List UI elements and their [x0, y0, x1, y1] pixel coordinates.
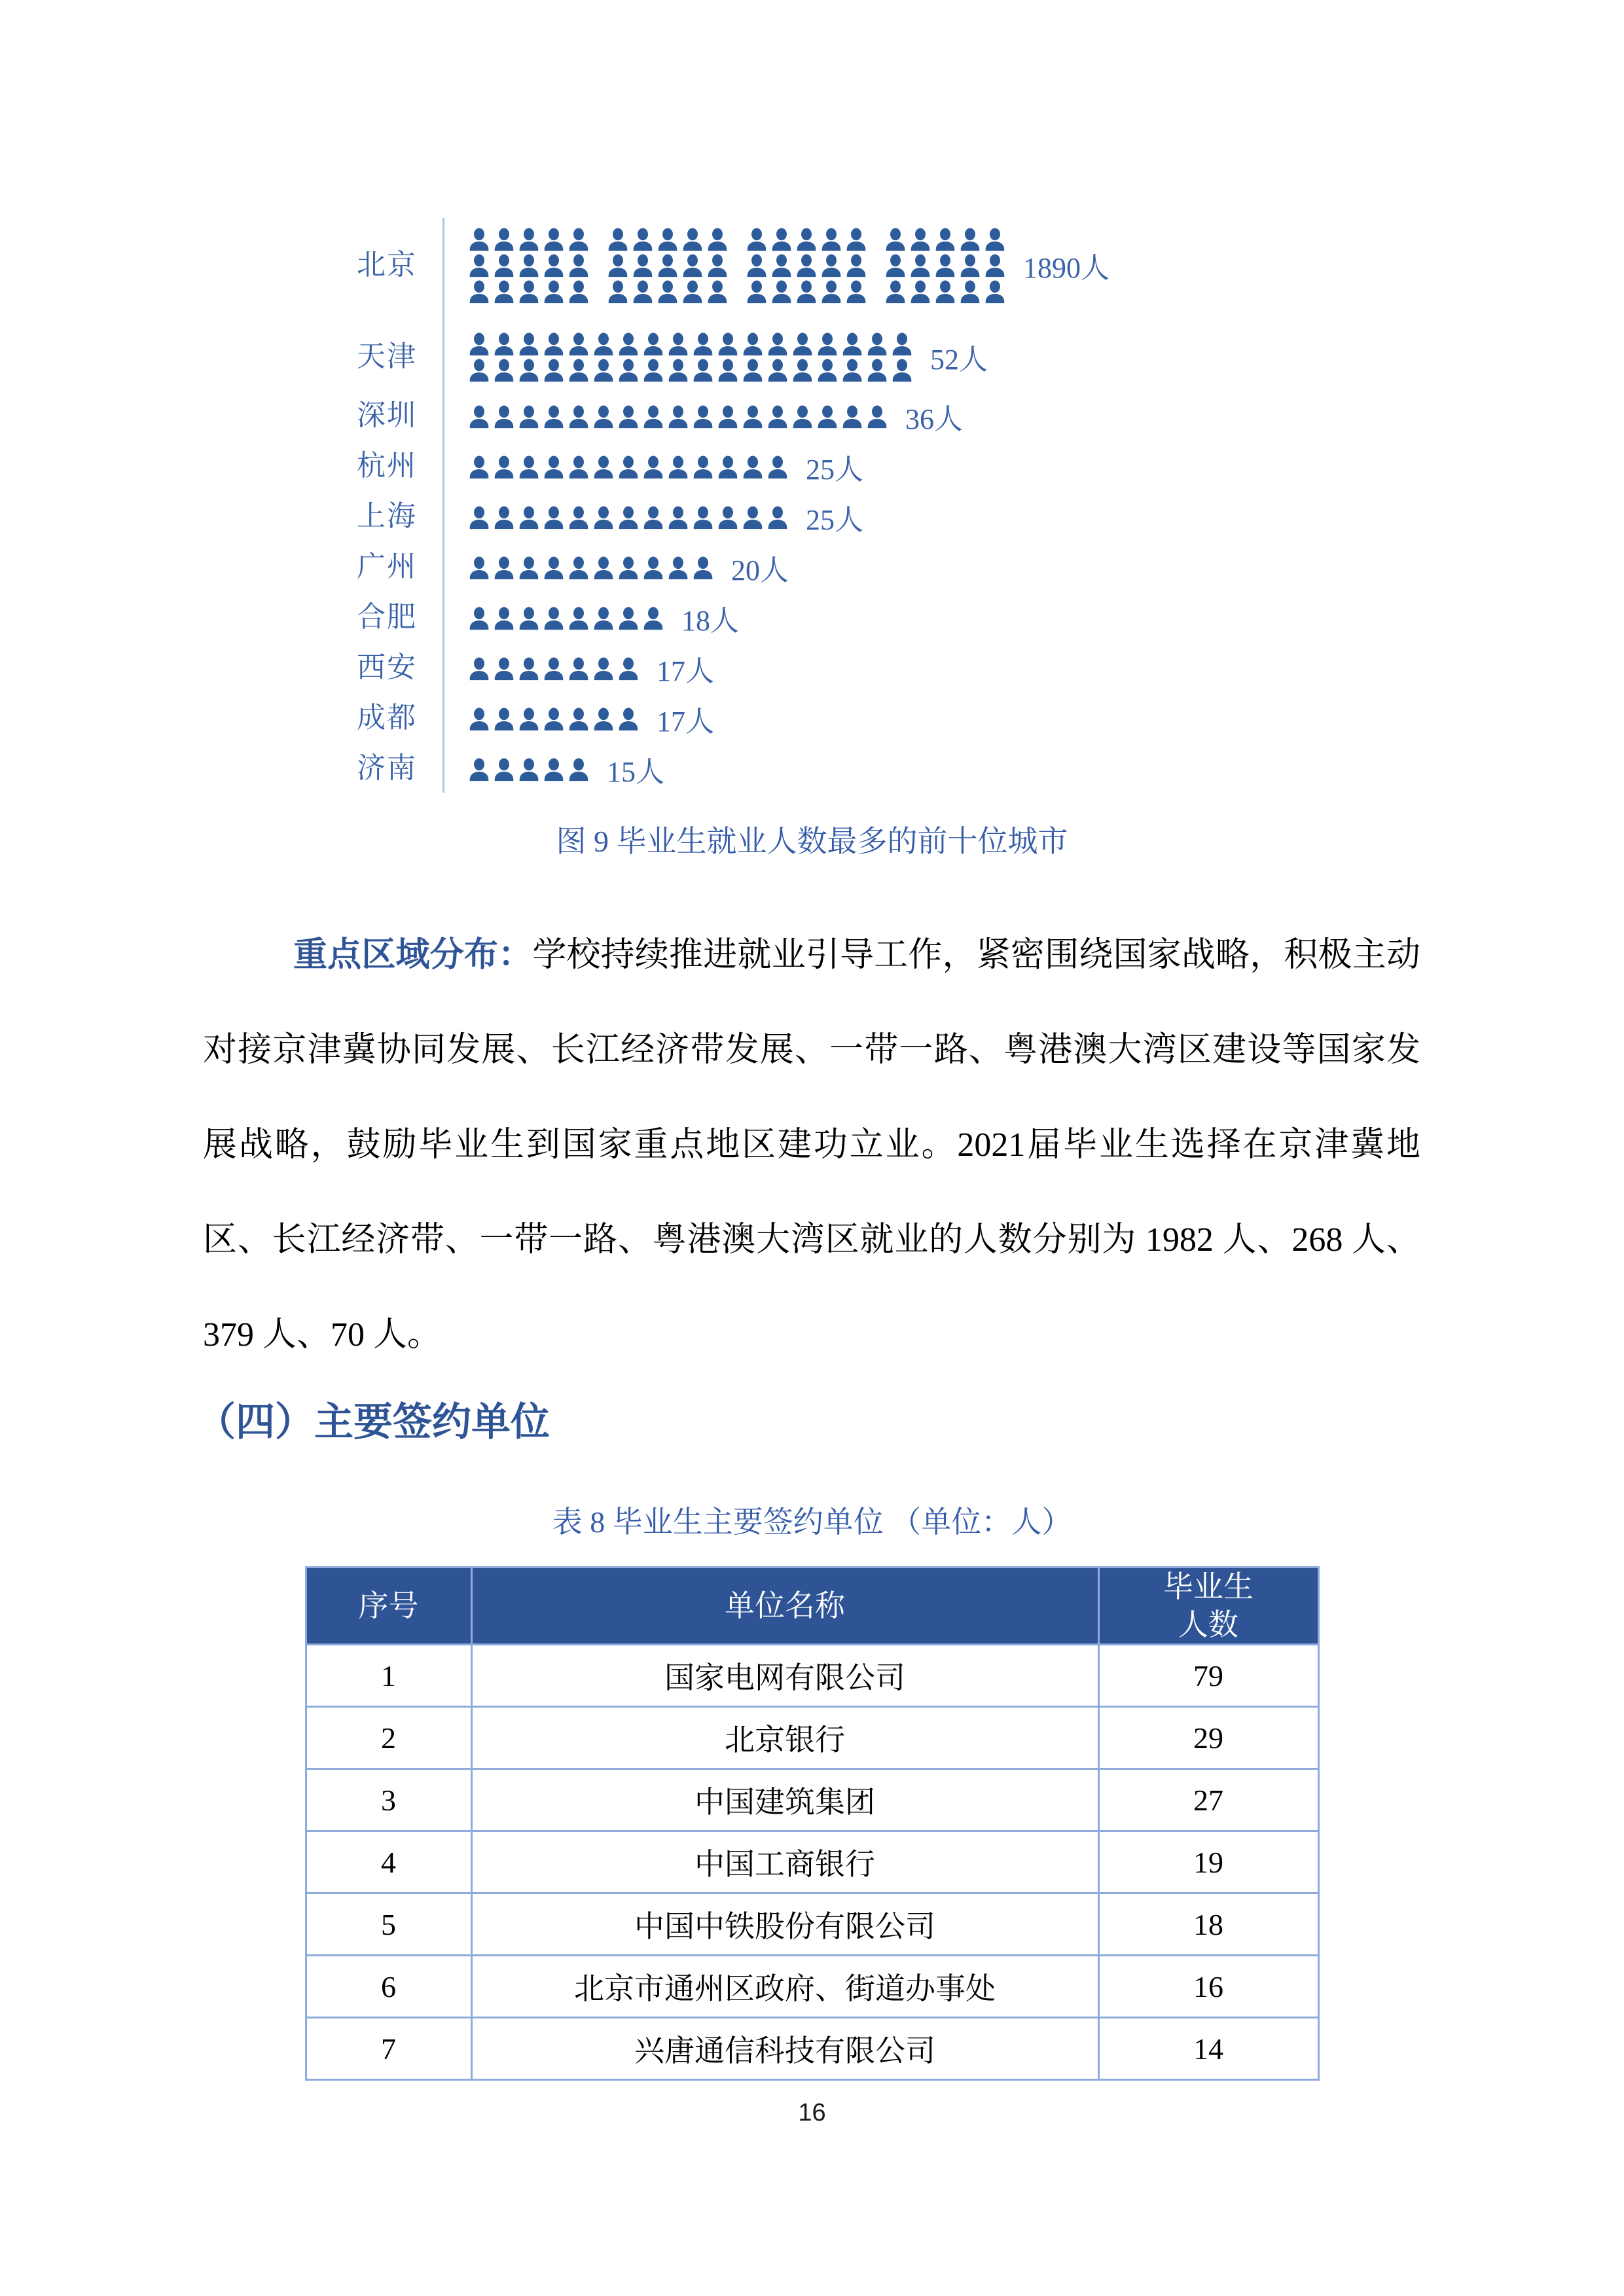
- city-label: 合肥: [357, 601, 417, 634]
- section-heading: （四）主要签约单位: [196, 1401, 550, 1444]
- table-cell: 6: [306, 1956, 471, 2018]
- person-icon: [742, 505, 764, 530]
- table-cell: 16: [1098, 1956, 1318, 2018]
- person-icon: [518, 757, 540, 782]
- pictogram-icon-line: [468, 252, 1009, 278]
- pictogram-icon-line: [468, 357, 916, 383]
- table-header-row: [306, 1568, 1318, 1645]
- person-icon: [518, 227, 540, 252]
- person-icon: [746, 227, 768, 252]
- person-icon: [667, 404, 689, 429]
- person-icon: [617, 358, 640, 383]
- person-icon: [493, 279, 515, 304]
- person-icon: [543, 757, 565, 782]
- person-icon: [795, 253, 818, 278]
- value-label: 20人: [731, 554, 789, 586]
- person-icon: [543, 707, 565, 732]
- person-icon: [568, 455, 590, 480]
- person-icon: [592, 556, 615, 581]
- table-header-cell: [306, 1568, 471, 1645]
- person-icon: [493, 404, 515, 429]
- person-icon: [642, 358, 664, 383]
- person-icon: [841, 332, 863, 357]
- person-icon: [820, 227, 842, 252]
- person-icon: [642, 404, 664, 429]
- table-caption: 表 8 毕业生主要签约单位 （单位：人）: [552, 1505, 1072, 1539]
- person-icon: [706, 279, 729, 304]
- person-icon: [681, 253, 704, 278]
- person-icon: [493, 757, 515, 782]
- person-icon: [746, 253, 768, 278]
- person-icon: [934, 253, 956, 278]
- pictogram-icon-line: [468, 331, 916, 357]
- table-cell: 27: [1098, 1769, 1318, 1831]
- table-row: [306, 1769, 1318, 1831]
- table-header-cell: [471, 1568, 1098, 1645]
- city-label: 北京: [357, 248, 417, 281]
- person-icon: [468, 757, 490, 782]
- pictogram-icons: [468, 331, 916, 383]
- pictogram-icon-line: [468, 226, 1009, 252]
- person-icon: [592, 455, 615, 480]
- table-cell: 1: [306, 1645, 471, 1707]
- person-icon: [543, 279, 565, 304]
- person-icon: [706, 227, 729, 252]
- person-icon: [767, 332, 789, 357]
- person-icon: [717, 358, 739, 383]
- person-icon: [692, 455, 714, 480]
- person-icon: [617, 332, 640, 357]
- table-cell: 北京银行: [471, 1707, 1098, 1769]
- person-icon: [770, 227, 793, 252]
- table-cell: 14: [1098, 2018, 1318, 2080]
- person-icon: [518, 358, 540, 383]
- value-label: 36人: [905, 403, 963, 435]
- city-label: 杭州: [357, 450, 417, 482]
- person-icon: [543, 253, 565, 278]
- person-icon: [493, 505, 515, 530]
- table-cell: 18: [1098, 1893, 1318, 1956]
- person-icon: [909, 279, 931, 304]
- table-header-text: 毕业生: [1163, 1570, 1254, 1604]
- person-icon: [717, 455, 739, 480]
- person-icon: [692, 358, 714, 383]
- person-icon: [767, 455, 789, 480]
- person-icon: [617, 404, 640, 429]
- pictogram-icon-line: [468, 605, 667, 631]
- person-icon: [667, 455, 689, 480]
- person-icon: [866, 358, 888, 383]
- person-icon: [717, 404, 739, 429]
- pictogram-icon-line: [468, 655, 642, 681]
- person-icon: [518, 279, 540, 304]
- chart-row: [0, 643, 1624, 693]
- person-icon: [795, 227, 818, 252]
- person-icon: [518, 707, 540, 732]
- person-icon: [984, 253, 1006, 278]
- value-label: 15人: [607, 755, 664, 788]
- person-icon: [493, 606, 515, 631]
- value-label: 17人: [657, 705, 714, 738]
- chart-row: [0, 492, 1624, 542]
- table-row: [306, 2018, 1318, 2080]
- chart-row: [0, 441, 1624, 492]
- person-icon: [816, 404, 839, 429]
- person-icon: [692, 556, 714, 581]
- person-icon: [543, 227, 565, 252]
- pictogram-icons: [468, 403, 891, 429]
- city-label: 济南: [357, 752, 417, 785]
- person-icon: [632, 227, 654, 252]
- person-icon: [468, 279, 490, 304]
- table-cell: 4: [306, 1831, 471, 1893]
- person-icon: [493, 253, 515, 278]
- pictogram-icons: [468, 706, 642, 732]
- person-icon: [518, 556, 540, 581]
- person-icon: [642, 606, 664, 631]
- person-icon: [493, 332, 515, 357]
- person-icon: [681, 227, 704, 252]
- table-cell: 国家电网有限公司: [471, 1645, 1098, 1707]
- person-icon: [592, 656, 615, 681]
- person-icon: [468, 253, 490, 278]
- person-icon: [543, 656, 565, 681]
- person-icon: [642, 455, 664, 480]
- person-icon: [891, 332, 913, 357]
- person-icon: [568, 358, 590, 383]
- table-cell: 中国中铁股份有限公司: [471, 1893, 1098, 1956]
- person-icon: [657, 279, 679, 304]
- chart-row: [0, 391, 1624, 441]
- signing-units-table: [305, 1566, 1320, 2081]
- person-icon: [592, 505, 615, 530]
- person-icon: [816, 358, 839, 383]
- chart-row: [0, 592, 1624, 643]
- person-icon: [767, 505, 789, 530]
- person-icon: [742, 455, 764, 480]
- person-icon: [568, 279, 590, 304]
- person-icon: [891, 358, 913, 383]
- person-icon: [841, 358, 863, 383]
- pictogram-icons: [468, 454, 791, 480]
- person-icon: [767, 404, 789, 429]
- person-icon: [568, 332, 590, 357]
- person-icon: [568, 556, 590, 581]
- person-icon: [984, 227, 1006, 252]
- chart-row: [0, 744, 1624, 794]
- body-paragraph: [203, 908, 1420, 1382]
- person-icon: [692, 505, 714, 530]
- table-row: [306, 1893, 1318, 1956]
- paragraph-body-text: 学校持续推进就业引导工作，紧密围绕国家战略，积极主动对接京津冀协同发展、长江经济带发展、一带一路、粤港澳大湾区建设等国家发展战略，鼓励毕业生到国家重点地区建功立业。2021届毕业生选择在京津冀地区、长江经济带、一带一路、粤港澳大湾区就业的人数分别为 1982 人、268 人、379 人、70 人。: [203, 937, 1420, 1354]
- person-icon: [543, 332, 565, 357]
- person-icon: [667, 332, 689, 357]
- chart-row: [0, 542, 1624, 592]
- person-icon: [543, 455, 565, 480]
- person-icon: [518, 656, 540, 681]
- person-icon: [692, 332, 714, 357]
- person-icon: [568, 656, 590, 681]
- person-icon: [642, 556, 664, 581]
- person-icon: [959, 227, 981, 252]
- person-icon: [592, 707, 615, 732]
- person-icon: [568, 404, 590, 429]
- person-icon: [717, 505, 739, 530]
- page-number: 16: [798, 2099, 826, 2126]
- person-icon: [884, 279, 907, 304]
- person-icon: [820, 253, 842, 278]
- person-icon: [706, 253, 729, 278]
- person-icon: [493, 227, 515, 252]
- table-cell: 29: [1098, 1707, 1318, 1769]
- value-label: 17人: [657, 655, 714, 687]
- person-icon: [845, 279, 867, 304]
- chart-row: [0, 693, 1624, 744]
- person-icon: [468, 404, 490, 429]
- pictogram-icon-line: [468, 554, 717, 581]
- pictogram-icon-line: [468, 706, 642, 732]
- pictogram-icon-line: [468, 756, 592, 782]
- person-icon: [667, 358, 689, 383]
- table-cell: 5: [306, 1893, 471, 1956]
- person-icon: [770, 253, 793, 278]
- person-icon: [791, 404, 814, 429]
- table-header-text: 人数: [1178, 1607, 1238, 1641]
- pictogram-icons: [468, 605, 667, 631]
- person-icon: [518, 505, 540, 530]
- person-icon: [607, 279, 629, 304]
- person-icon: [642, 505, 664, 530]
- chart-axis-line: [442, 218, 444, 793]
- person-icon: [568, 227, 590, 252]
- person-icon: [742, 332, 764, 357]
- person-icon: [632, 279, 654, 304]
- city-label: 天津: [357, 340, 417, 372]
- person-icon: [884, 227, 907, 252]
- value-label: 25人: [806, 453, 863, 486]
- city-label: 广州: [357, 550, 417, 583]
- person-icon: [543, 358, 565, 383]
- person-icon: [607, 253, 629, 278]
- table-row: [306, 1956, 1318, 2018]
- person-icon: [866, 332, 888, 357]
- person-icon: [518, 332, 540, 357]
- person-icon: [717, 332, 739, 357]
- person-icon: [468, 505, 490, 530]
- person-icon: [617, 656, 640, 681]
- pictogram-icons: [468, 554, 717, 581]
- pictogram-icons: [468, 756, 592, 782]
- person-icon: [767, 358, 789, 383]
- person-icon: [543, 556, 565, 581]
- person-icon: [543, 606, 565, 631]
- person-icon: [518, 455, 540, 480]
- person-icon: [468, 455, 490, 480]
- person-icon: [820, 279, 842, 304]
- person-icon: [468, 707, 490, 732]
- person-icon: [816, 332, 839, 357]
- table-cell: 中国建筑集团: [471, 1769, 1098, 1831]
- pictogram-chart: [0, 226, 1624, 794]
- value-label: 25人: [806, 503, 863, 536]
- city-label: 深圳: [357, 399, 417, 432]
- person-icon: [568, 606, 590, 631]
- person-icon: [692, 404, 714, 429]
- table-row: [306, 1707, 1318, 1769]
- person-icon: [984, 279, 1006, 304]
- person-icon: [518, 606, 540, 631]
- person-icon: [642, 332, 664, 357]
- chart-row: [0, 331, 1624, 383]
- person-icon: [909, 227, 931, 252]
- table-header-text: 序号: [358, 1588, 419, 1623]
- person-icon: [568, 253, 590, 278]
- table-body: [306, 1645, 1318, 2080]
- person-icon: [617, 455, 640, 480]
- table-cell: 19: [1098, 1831, 1318, 1893]
- table-cell: 兴唐通信科技有限公司: [471, 2018, 1098, 2080]
- person-icon: [791, 358, 814, 383]
- table-row: [306, 1568, 1318, 1645]
- person-icon: [543, 505, 565, 530]
- person-icon: [568, 707, 590, 732]
- table-header-cell: [1098, 1568, 1318, 1645]
- table-row: [306, 1831, 1318, 1893]
- person-icon: [493, 358, 515, 383]
- paragraph-lead-in: 重点区域分布：: [293, 937, 533, 974]
- person-icon: [742, 358, 764, 383]
- person-icon: [681, 279, 704, 304]
- pictogram-icon-line: [468, 403, 891, 429]
- table-cell: 中国工商银行: [471, 1831, 1098, 1893]
- pictogram-icon-line: [468, 454, 791, 480]
- value-label: 1890人: [1023, 252, 1110, 284]
- table-cell: 7: [306, 2018, 471, 2080]
- person-icon: [617, 556, 640, 581]
- person-icon: [742, 404, 764, 429]
- pictogram-icon-line: [468, 504, 791, 530]
- person-icon: [617, 606, 640, 631]
- person-icon: [617, 707, 640, 732]
- person-icon: [468, 656, 490, 681]
- person-icon: [607, 227, 629, 252]
- chart-row: [0, 226, 1624, 304]
- person-icon: [543, 404, 565, 429]
- city-label: 成都: [357, 702, 417, 734]
- person-icon: [493, 556, 515, 581]
- person-icon: [657, 227, 679, 252]
- person-icon: [468, 332, 490, 357]
- city-label: 上海: [357, 500, 417, 533]
- person-icon: [667, 556, 689, 581]
- person-icon: [866, 404, 888, 429]
- table-row: [306, 1645, 1318, 1707]
- person-icon: [841, 404, 863, 429]
- person-icon: [592, 358, 615, 383]
- table-cell: 3: [306, 1769, 471, 1831]
- pictogram-icons: [468, 504, 791, 530]
- person-icon: [845, 227, 867, 252]
- person-icon: [518, 253, 540, 278]
- pictogram-icons: [468, 655, 642, 681]
- person-icon: [592, 606, 615, 631]
- person-icon: [468, 227, 490, 252]
- person-icon: [518, 404, 540, 429]
- person-icon: [746, 279, 768, 304]
- person-icon: [845, 253, 867, 278]
- person-icon: [568, 505, 590, 530]
- person-icon: [959, 279, 981, 304]
- table-cell: 79: [1098, 1645, 1318, 1707]
- person-icon: [568, 757, 590, 782]
- city-label: 西安: [357, 651, 417, 684]
- person-icon: [468, 556, 490, 581]
- person-icon: [667, 505, 689, 530]
- pictogram-icons: [468, 226, 1009, 304]
- person-icon: [617, 505, 640, 530]
- person-icon: [493, 656, 515, 681]
- person-icon: [909, 253, 931, 278]
- person-icon: [884, 253, 907, 278]
- value-label: 18人: [681, 604, 739, 637]
- figure-caption: 图 9 毕业生就业人数最多的前十位城市: [556, 825, 1068, 858]
- person-icon: [657, 253, 679, 278]
- table-cell: 北京市通州区政府、街道办事处: [471, 1956, 1098, 2018]
- person-icon: [592, 332, 615, 357]
- person-icon: [959, 253, 981, 278]
- person-icon: [934, 227, 956, 252]
- person-icon: [468, 358, 490, 383]
- person-icon: [632, 253, 654, 278]
- person-icon: [770, 279, 793, 304]
- person-icon: [934, 279, 956, 304]
- person-icon: [592, 404, 615, 429]
- person-icon: [468, 606, 490, 631]
- person-icon: [791, 332, 814, 357]
- table-header-text: 单位名称: [725, 1588, 845, 1623]
- value-label: 52人: [930, 344, 988, 376]
- pictogram-icon-line: [468, 278, 1009, 304]
- table-cell: 2: [306, 1707, 471, 1769]
- person-icon: [493, 455, 515, 480]
- person-icon: [493, 707, 515, 732]
- person-icon: [795, 279, 818, 304]
